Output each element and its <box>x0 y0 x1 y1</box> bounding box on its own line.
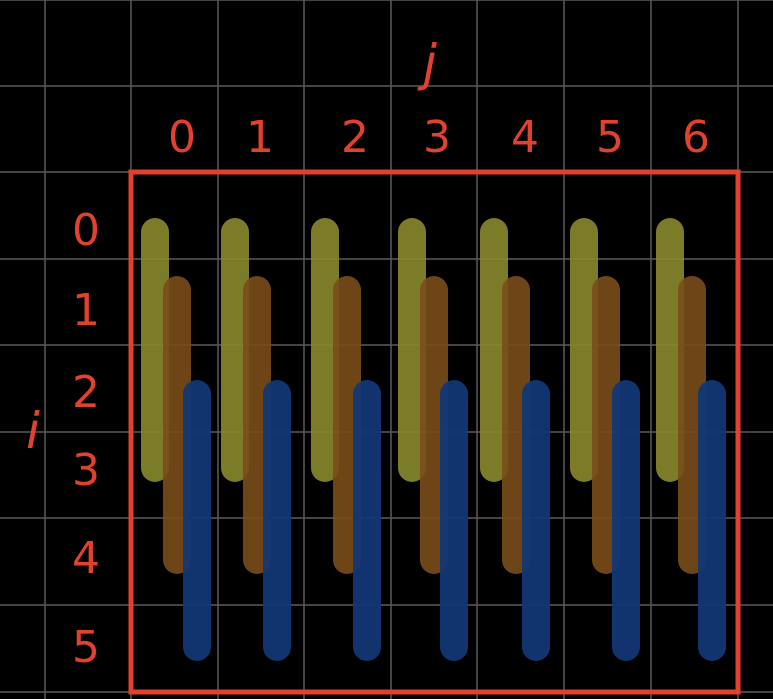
axis-label-j: j <box>423 34 437 92</box>
row-label-2: 2 <box>72 367 100 418</box>
column-label-0: 0 <box>168 112 196 163</box>
row-label-3: 3 <box>72 445 100 496</box>
column-label-2: 2 <box>341 112 369 163</box>
column-labels <box>168 112 710 163</box>
column-label-6: 6 <box>682 112 710 163</box>
row-labels <box>72 205 100 673</box>
column-label-1: 1 <box>246 112 274 163</box>
row-label-0: 0 <box>72 205 100 256</box>
bars-layer <box>155 232 712 647</box>
column-label-4: 4 <box>511 112 539 163</box>
column-label-5: 5 <box>596 112 624 163</box>
row-label-1: 1 <box>72 285 100 336</box>
row-label-5: 5 <box>72 622 100 673</box>
column-label-3: 3 <box>423 112 451 163</box>
row-label-4: 4 <box>72 533 100 584</box>
axis-label-i: i <box>26 402 40 460</box>
